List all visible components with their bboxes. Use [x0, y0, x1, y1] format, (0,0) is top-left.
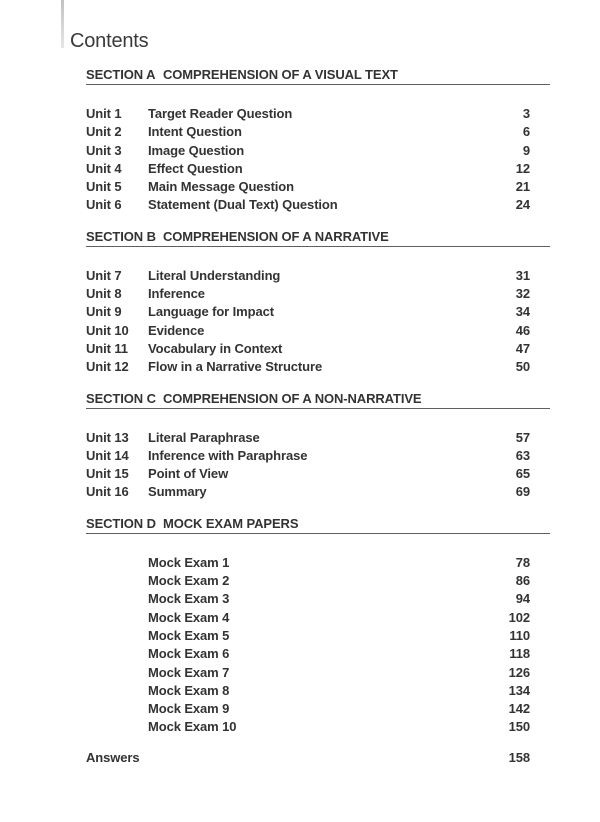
toc-entry-row [86, 340, 550, 358]
entry-unit: Unit 7 [86, 267, 122, 283]
toc-entry-row [86, 160, 550, 178]
entry-unit: Unit 12 [86, 359, 129, 375]
entry-title: Inference with Paraphrase [148, 447, 308, 463]
entry-unit: Unit 6 [86, 197, 122, 213]
toc-entry-row [86, 465, 550, 483]
toc-section [86, 68, 550, 215]
entry-unit: Unit 9 [86, 304, 122, 320]
toc-entry-row [86, 718, 550, 736]
entry-title: Mock Exam 1 [148, 554, 230, 570]
entry-title: Mock Exam 4 [148, 609, 230, 625]
entry-page: 24 [515, 197, 530, 213]
entry-title: Mock Exam 6 [148, 646, 230, 662]
entry-title: Mock Exam 9 [148, 701, 230, 717]
entry-unit [86, 627, 148, 645]
section-label: SECTION A [86, 67, 156, 82]
toc-entry-row [86, 590, 550, 608]
entry-title: Point of View [148, 466, 229, 482]
toc-entry-row [86, 285, 550, 303]
section-rows [86, 429, 550, 502]
entry-page: 6 [522, 124, 530, 140]
entry-unit: Unit 3 [86, 142, 122, 158]
entry-page: 110 [509, 627, 530, 643]
toc-entry-row [86, 447, 550, 465]
toc-entry-row [86, 664, 550, 682]
entry-title: Image Question [148, 142, 245, 158]
entry-title: Mock Exam 5 [148, 627, 230, 643]
entry-unit: Unit 10 [86, 322, 129, 338]
toc-entry-row [86, 554, 550, 572]
entry-unit: Unit 16 [86, 484, 129, 500]
section-label: SECTION C [86, 390, 156, 406]
entry-unit: Unit 1 [86, 106, 122, 121]
entry-page: 31 [515, 267, 530, 283]
entry-title: Summary [148, 484, 207, 500]
entry-unit [86, 590, 148, 608]
toc-entry-row [86, 645, 550, 663]
entry-page: 63 [515, 447, 530, 463]
toc-section [86, 517, 550, 737]
entry-unit: Unit 4 [86, 160, 122, 176]
entry-page: 78 [515, 554, 530, 570]
entry-page: 46 [515, 322, 530, 338]
section-header [86, 230, 550, 247]
entry-title: Intent Question [148, 124, 242, 140]
entry-unit: Unit 11 [86, 340, 128, 356]
entry-title: Inference [148, 286, 205, 302]
entry-title: Literal Understanding [148, 267, 281, 283]
entry-unit [86, 609, 148, 627]
entry-page: 69 [515, 484, 530, 500]
toc-entry-row [86, 358, 550, 376]
page-title: Contents [70, 30, 149, 52]
entry-page: 86 [515, 573, 530, 589]
section-rows [86, 554, 550, 737]
section-header [86, 68, 550, 85]
page-corner-rule [61, 0, 64, 48]
section-label: SECTION B [86, 228, 156, 244]
entry-page: 3 [522, 106, 530, 121]
entry-title: Effect Question [148, 160, 243, 176]
entry-title: Mock Exam 8 [148, 682, 230, 698]
entry-page: 47 [515, 340, 530, 356]
toc-entry-row [86, 609, 550, 627]
entry-page: 12 [515, 160, 530, 176]
entry-unit [86, 572, 148, 590]
entry-unit [86, 664, 148, 682]
entry-unit: Unit 2 [86, 124, 122, 140]
toc-entry-row [86, 196, 550, 214]
entry-unit [86, 682, 148, 700]
section-header [86, 517, 550, 534]
answers-row [86, 749, 550, 767]
entry-page: 65 [515, 466, 530, 482]
toc-entry-row [86, 303, 550, 321]
section-title: COMPREHENSION OF A NON-NARRATIVE [163, 390, 422, 406]
section-label: SECTION D [86, 515, 156, 531]
entry-page: 34 [515, 304, 530, 320]
entry-page: 57 [515, 429, 530, 445]
entry-title: Literal Paraphrase [148, 429, 260, 445]
toc-entry-row [86, 700, 550, 718]
entry-title: Vocabulary in Context [148, 340, 283, 356]
section-header [86, 392, 550, 409]
toc-entry-row [86, 123, 550, 141]
entry-unit: Unit 13 [86, 429, 129, 445]
entry-unit [86, 718, 148, 736]
section-rows [86, 267, 550, 377]
table-of-contents [86, 68, 550, 767]
entry-title: Mock Exam 7 [148, 664, 230, 680]
toc-entry-row [86, 682, 550, 700]
toc-entry-row [86, 322, 550, 340]
toc-entry-row [86, 105, 550, 123]
answers-label: Answers [86, 749, 140, 765]
toc-entry-row [86, 267, 550, 285]
entry-title: Mock Exam 2 [148, 573, 230, 589]
entry-page: 118 [509, 646, 530, 662]
entry-unit [86, 554, 148, 572]
entry-title: Statement (Dual Text) Question [148, 197, 338, 213]
entry-page: 94 [515, 591, 530, 607]
entry-page: 134 [508, 682, 530, 698]
entry-page: 102 [508, 609, 530, 625]
entry-page: 32 [515, 286, 530, 302]
entry-title: Flow in a Narrative Structure [148, 359, 323, 375]
entry-title: Main Message Question [148, 179, 294, 195]
section-rows [86, 105, 550, 215]
entry-title: Mock Exam 10 [148, 719, 237, 735]
entry-unit: Unit 5 [86, 179, 122, 195]
toc-entry-row [86, 429, 550, 447]
answers-page-number: 158 [508, 749, 530, 765]
toc-entry-row [86, 178, 550, 196]
entry-unit: Unit 15 [86, 466, 129, 482]
entry-page: 50 [515, 359, 530, 375]
entry-unit: Unit 14 [86, 447, 129, 463]
entry-page: 21 [515, 179, 530, 195]
entry-title: Language for Impact [148, 304, 274, 320]
toc-entry-row [86, 483, 550, 501]
entry-page: 9 [522, 142, 530, 158]
section-title: MOCK EXAM PAPERS [163, 515, 299, 531]
entry-unit: Unit 8 [86, 286, 122, 302]
entry-title: Target Reader Question [148, 106, 293, 121]
toc-entry-row [86, 142, 550, 160]
entry-page: 142 [508, 701, 530, 717]
entry-page: 150 [508, 719, 530, 735]
section-title: COMPREHENSION OF A VISUAL TEXT [163, 67, 398, 82]
toc-entry-row [86, 627, 550, 645]
toc-section [86, 230, 550, 377]
entry-title: Evidence [148, 322, 205, 338]
entry-page: 126 [508, 664, 530, 680]
toc-entry-row [86, 572, 550, 590]
section-title: COMPREHENSION OF A NARRATIVE [163, 228, 389, 244]
entry-unit [86, 645, 148, 663]
toc-section [86, 392, 550, 502]
entry-unit [86, 700, 148, 718]
entry-title: Mock Exam 3 [148, 591, 230, 607]
